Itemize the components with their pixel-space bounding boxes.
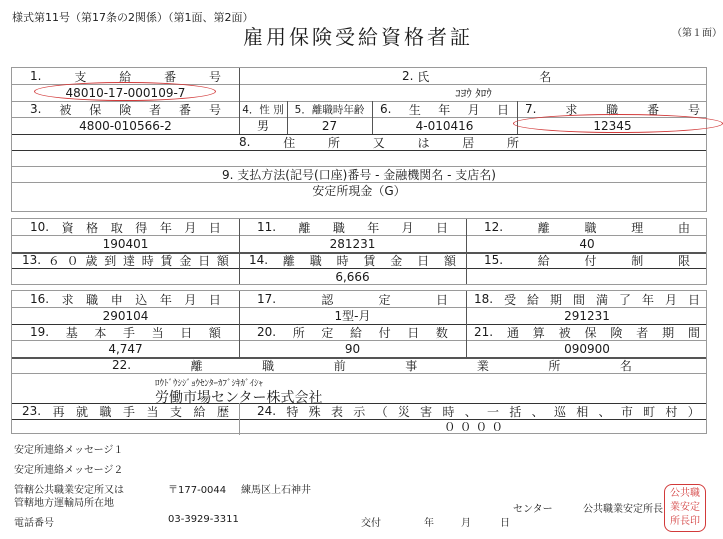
insured-number-value: 4800-010566-2 xyxy=(79,118,172,133)
label-address: 8. 住 所 又 は 居 所 xyxy=(239,135,519,150)
label-reemployment-history: 23. 再 就 職 手 当 支 給 歴 xyxy=(22,404,229,419)
chief-label: 公共職業安定所長 xyxy=(583,504,663,515)
previous-employer-kana: ﾛｳﾄﾞｳｼｼﾞｮｳｾﾝﾀｰｶﾌﾞｼｷｶﾞｲｼｬ xyxy=(155,379,264,389)
separation-reason-value: 40 xyxy=(579,236,595,251)
special-indication-value: ０ ０ ０ ０ xyxy=(443,420,504,434)
official-seal-stamp: 公共職 業安定 所長印 xyxy=(664,484,706,532)
section-benefits xyxy=(11,290,707,434)
section-identity xyxy=(11,67,707,212)
center-label: センター xyxy=(513,504,553,515)
issue-label: 交付 xyxy=(361,518,381,529)
application-date-value: 290104 xyxy=(102,308,149,323)
page-title: 雇用保険受給資格者証 xyxy=(243,25,473,49)
certification-day-value: 1型-月 xyxy=(334,309,371,323)
benefit-restriction-value xyxy=(466,268,708,285)
reemployment-history-value xyxy=(12,419,239,434)
office-location-label-2: 管轄地方運輸局所在地 xyxy=(14,498,114,509)
label-gender: 4．性 別 xyxy=(242,103,284,116)
label-birth-date: 6. 生 年 月 日 xyxy=(380,102,509,117)
payment-number-value: 48010-17-000109-7 xyxy=(65,85,186,100)
insured-period-value: 090900 xyxy=(564,341,610,356)
issue-year: 年 xyxy=(424,518,434,529)
age-value: 27 xyxy=(321,118,338,133)
phone-number: 03-3929-3311 xyxy=(168,514,239,525)
office-address: 練馬区上石神井 xyxy=(241,485,311,496)
label-application-date: 16. 求 職 申 込 年 月 日 xyxy=(30,292,221,307)
name-kana-value: ｺﾖｳ ﾀﾛｳ xyxy=(455,86,492,100)
label-insured-number: 3. 被 保 険 者 番 号 xyxy=(30,102,221,117)
label-basic-daily-allowance: 19. 基 本 手 当 日 額 xyxy=(30,325,221,340)
office-message-2: 安定所連絡メッセージ２ xyxy=(14,465,124,476)
label-separation-reason: 12. 離 職 理 由 xyxy=(484,220,690,235)
label-payment-number: 1. 支 給 番 号 xyxy=(30,69,221,84)
previous-employer-name: 労働市場センター株式会社 xyxy=(155,390,323,406)
payment-method-value: 安定所現金（G） xyxy=(312,183,406,198)
label-benefit-restriction: 15. 給 付 制 限 xyxy=(484,253,690,268)
issue-month: 月 xyxy=(461,518,471,529)
job-seeker-number-value: 12345 xyxy=(593,118,632,133)
office-postal-code: 〒177-0044 xyxy=(168,485,227,496)
label-payment-method: 9. 支払方法(記号(口座)番号 - 金融機関名 - 支店名) xyxy=(222,167,496,182)
phone-label: 電話番号 xyxy=(14,518,54,529)
issue-day: 日 xyxy=(500,518,510,529)
office-location-label-1: 管轄公共職業安定所又は xyxy=(14,485,124,496)
wage-at-separation-value: 6,666 xyxy=(335,269,370,284)
section-eligibility xyxy=(11,218,707,285)
address-value xyxy=(12,150,706,166)
label-prescribed-benefit-days: 20. 所 定 給 付 日 数 xyxy=(257,325,448,340)
label-insured-period: 21. 通 算 被 保 険 者 期 間 xyxy=(474,325,700,340)
office-message-1: 安定所連絡メッセージ１ xyxy=(14,445,124,456)
label-name: 2. 氏 名 xyxy=(402,69,552,84)
benefit-period-end-value: 291231 xyxy=(564,308,610,323)
birth-date-value: 4-010416 xyxy=(415,118,474,133)
label-separation-date: 11. 離 職 年 月 日 xyxy=(257,220,448,235)
label-previous-employer: 22. 離 職 前 事 業 所 名 xyxy=(112,358,632,373)
label-wage-at-separation: 14. 離 職 時 賃 金 日 額 xyxy=(249,253,456,268)
gender-value: 男 xyxy=(256,119,269,133)
label-special-indication: 24. 特 殊 表 示 （ 災 害 時 、 一 括 、 巡 相 、 市 町 村 ） xyxy=(257,404,700,419)
label-job-seeker-number: 7. 求 職 番 号 xyxy=(525,102,700,117)
page-face-indicator: （第１面） xyxy=(672,28,722,39)
label-wage-at-60: 13. ６ ０ 歳 到 達 時 賃 金 日 額 xyxy=(22,253,229,268)
form-code: 様式第11号（第17条の2関係）（第1面、第2面） xyxy=(12,11,254,24)
wage-at-60-value xyxy=(12,268,239,285)
label-acquisition-date: 10. 資 格 取 得 年 月 日 xyxy=(30,220,221,235)
prescribed-benefit-days-value: 90 xyxy=(344,341,361,356)
label-certification-day: 17. 認 定 日 xyxy=(257,292,448,307)
label-benefit-period-end: 18. 受 給 期 間 満 了 年 月 日 xyxy=(474,292,700,307)
label-age-at-separation: 5．離職時年齢 xyxy=(294,103,365,116)
basic-daily-allowance-value: 4,747 xyxy=(108,341,143,356)
acquisition-date-value: 190401 xyxy=(102,236,149,251)
separation-date-value: 281231 xyxy=(329,236,376,251)
